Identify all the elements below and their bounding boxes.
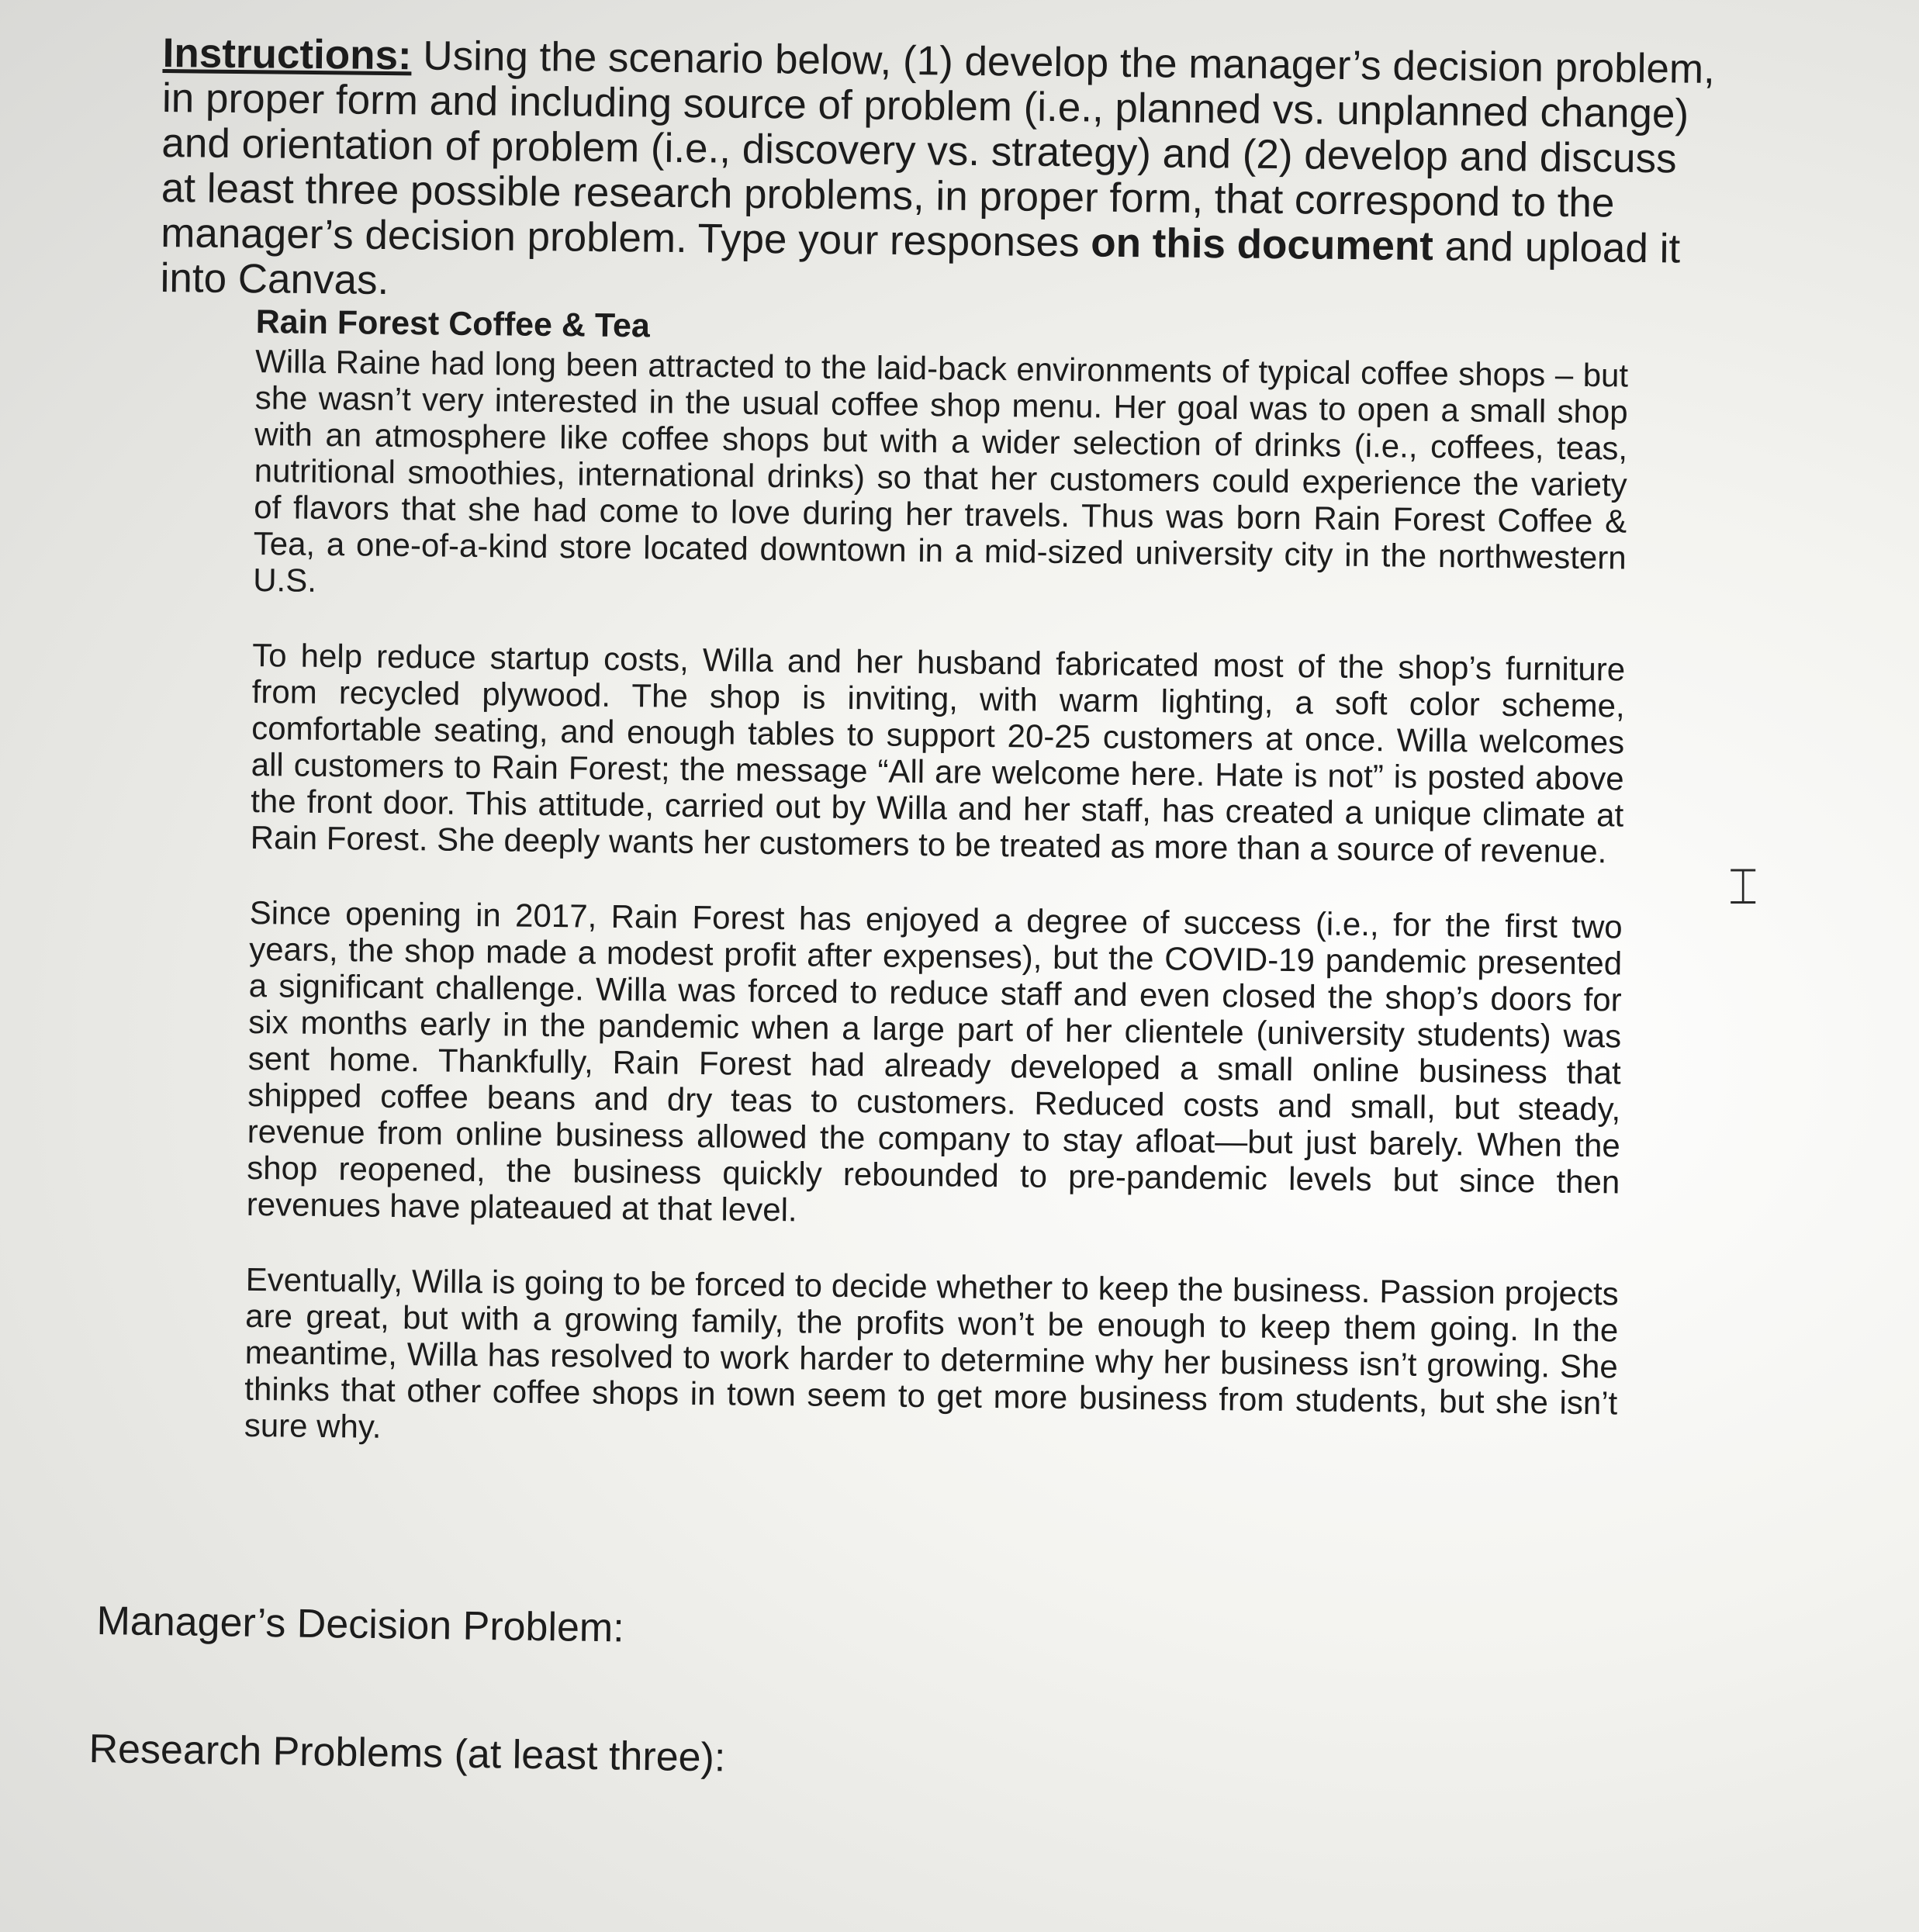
- instructions-block: [160, 31, 1722, 317]
- instructions-lead: Instructions:: [162, 30, 412, 79]
- text-cursor-icon: ⌶: [1728, 859, 1758, 916]
- scenario-block: [244, 302, 1629, 1496]
- scenario-title: Rain Forest Coffee & Tea: [255, 302, 651, 345]
- managers-decision-problem-label[interactable]: Manager’s Decision Problem:: [96, 1598, 625, 1651]
- scenario-paragraph-1: Willa Raine had long been attracted to the laid-back environments of typical coffee shops – but she wasn’t very interested in the usual coffee shop menu. Her goal was to open a small shop with an atmosphere like coffee shops but with a wider selection of drinks (i.e., coffees, teas, nutritional smoothies, international drinks) so that her customers could experience the variety of flavors that she had come to love during her travels. Thus was born Rain Forest Coffee & Tea, a one-of-a-kind store located downtown in a mid-sized university city in the northwestern U.S.: [253, 342, 1629, 599]
- scenario-paragraph-4: Eventually, Willa is going to be forced to decide whether to keep the business. Passion projects are great, but with a growing family, the profits won’t be enough to keep them going. In the meantime, Willa has resolved to work harder to determine why her business isn’t growing. She thinks that other coffee shops in town seem to get more business from students, but she isn’t sure why.: [244, 1260, 1619, 1445]
- instructions-emphasis: on this document: [1090, 219, 1434, 270]
- scenario-paragraph-2: To help reduce startup costs, Willa and her husband fabricated most of the shop’s furniture from recycled plywood. The shop is inviting, with warm lighting, a soft color scheme, comfortable seating, and enough tables to support 20-25 customers at once. Willa welcomes all customers to Rain Forest; the message “All are welcome here. Hate is not” is posted above the front door. This attitude, carried out by Willa and her staff, has created a unique climate at Rain Forest. She deeply wants her customers to be treated as more than a source of revenue.: [250, 636, 1626, 870]
- instructions-text-1: Using the scenario below, (1) develop the manager’s decision problem, in proper form and including source of problem (i.e., planned vs. unplanned change) and orientation of problem (i.e., discovery vs. strategy) and (2) develop and discuss at least three possible research problems, in proper form, that correspond to the manager’s decision problem. Type your responses: [160, 33, 1716, 266]
- research-problems-label[interactable]: Research Problems (at least three):: [88, 1726, 726, 1781]
- instructions-text-2: and upload it into Canvas.: [160, 223, 1681, 304]
- scenario-paragraph-3: Since opening in 2017, Rain Forest has enjoyed a degree of success (i.e., for the first two years, the shop made a modest profit after expenses), but the COVID-19 pandemic presented a significant challenge. Willa was forced to reduce staff and even closed the shop’s doors for six months early in the pandemic when a large part of her clientele (university students) was sent home. Thankfully, Rain Forest had already developed a small online business that shipped coffee beans and dry teas to customers. Reduced costs and small, but steady, revenue from online business allowed the company to stay afloat—but just barely. When the shop reopened, the business quickly rebounded to pre-pandemic levels but since then revenues have plateaued at that level.: [246, 893, 1623, 1229]
